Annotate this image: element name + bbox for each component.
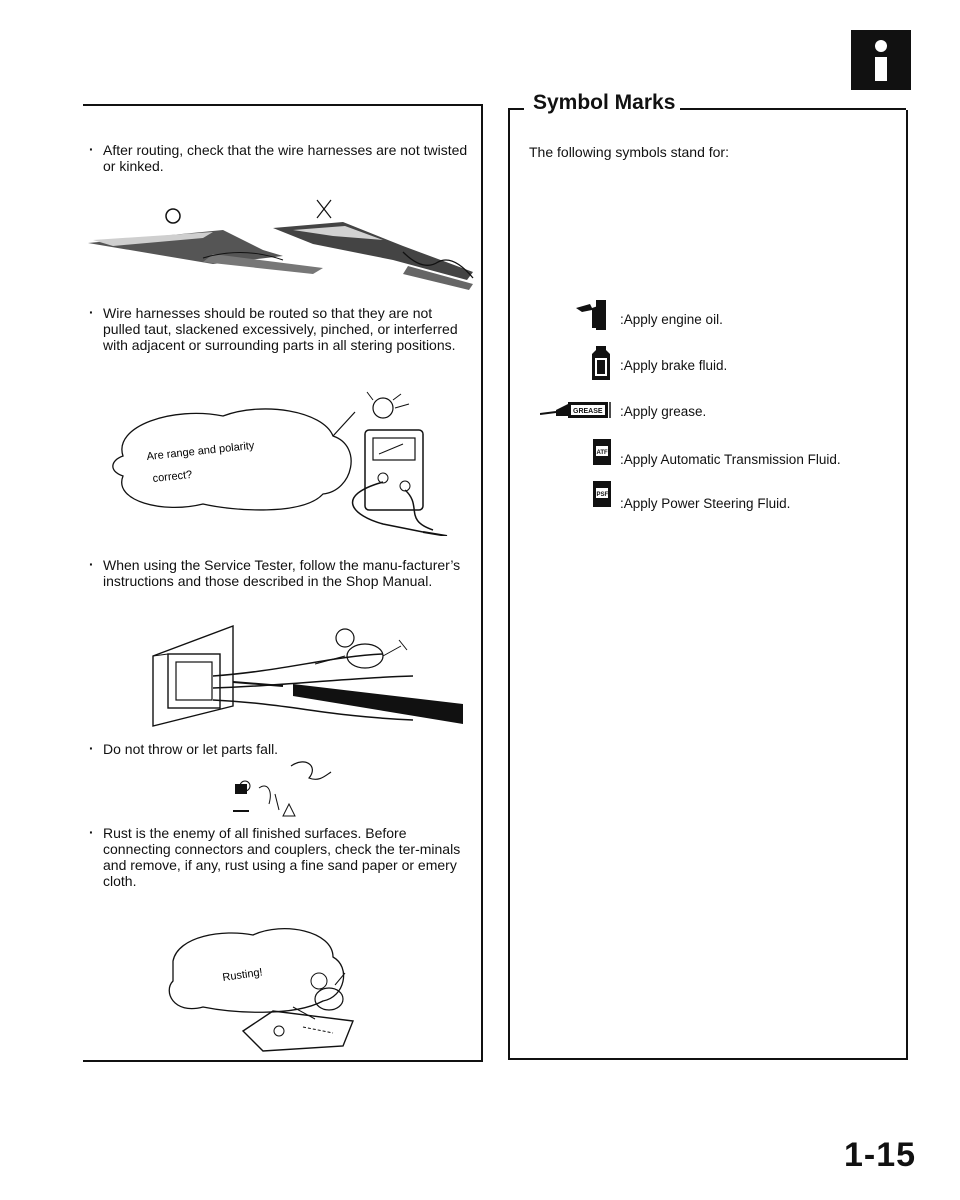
symbol-label-engine-oil: :Apply engine oil.: [620, 312, 723, 327]
symbol-label-psf: :Apply Power Steering Fluid.: [620, 496, 791, 511]
bubble1-line2: correct?: [152, 468, 193, 485]
page-title: Symbol Marks: [533, 91, 676, 114]
connector-illustration: [83, 616, 479, 746]
bullet-do-not-drop: · Do not throw or let parts fall.: [103, 741, 468, 757]
rust-illustration: [83, 921, 479, 1061]
symbol-row-engine-oil: [510, 300, 906, 340]
bullet-check-twist: · After routing, check that the wire harnesses are not twisted or kinked.: [103, 142, 468, 174]
atf-icon: [592, 438, 612, 466]
brake-fluid-icon: [590, 342, 612, 382]
oil-can-icon: [574, 298, 610, 332]
symbol-label-brake-fluid: :Apply brake fluid.: [620, 358, 728, 373]
symbol-row-atf: [510, 440, 906, 480]
grease-tube-icon: [540, 392, 614, 420]
psf-icon: [592, 480, 612, 508]
atf-badge: ATF: [596, 450, 608, 456]
symbol-row-grease: [510, 392, 906, 432]
symbol-row-psf: [510, 484, 906, 524]
symbol-label-grease: :Apply grease.: [620, 404, 707, 419]
tester-illustration: [83, 386, 479, 536]
grease-badge: GREASE: [573, 408, 603, 415]
bullet-rust: · Rust is the enemy of all finished surfaces. Before connecting connectors and couplers, check the ter-minals and remove, if any, rust using a fine sand paper or emery cloth.: [103, 825, 468, 889]
symbol-label-atf: :Apply Automatic Transmission Fluid.: [620, 452, 841, 467]
bullet-service-tester: · When using the Service Tester, follow the manu-facturer’s instructions and those described in the Shop Manual.: [103, 557, 468, 589]
symbols-intro: The following symbols stand for:: [529, 144, 729, 160]
right-column: [508, 110, 908, 1060]
psf-badge: PSF: [596, 492, 609, 498]
harness-twist-illustration: [83, 188, 479, 294]
bullet-routing: · Wire harnesses should be routed so that they are not pulled taut, slackened excessively, pinched, or interferred with adjacent or surrounding parts in all stering positions.: [103, 305, 468, 353]
dropping-parts-illustration: [83, 746, 479, 826]
page-number: 1-15: [844, 1136, 917, 1174]
left-column: [83, 104, 483, 1062]
section-info-icon: [851, 30, 911, 90]
bubble1-line1: Are range and polarity: [146, 439, 255, 463]
bubble2-text: Rusting!: [221, 966, 264, 984]
symbol-row-brake-fluid: [510, 346, 906, 386]
